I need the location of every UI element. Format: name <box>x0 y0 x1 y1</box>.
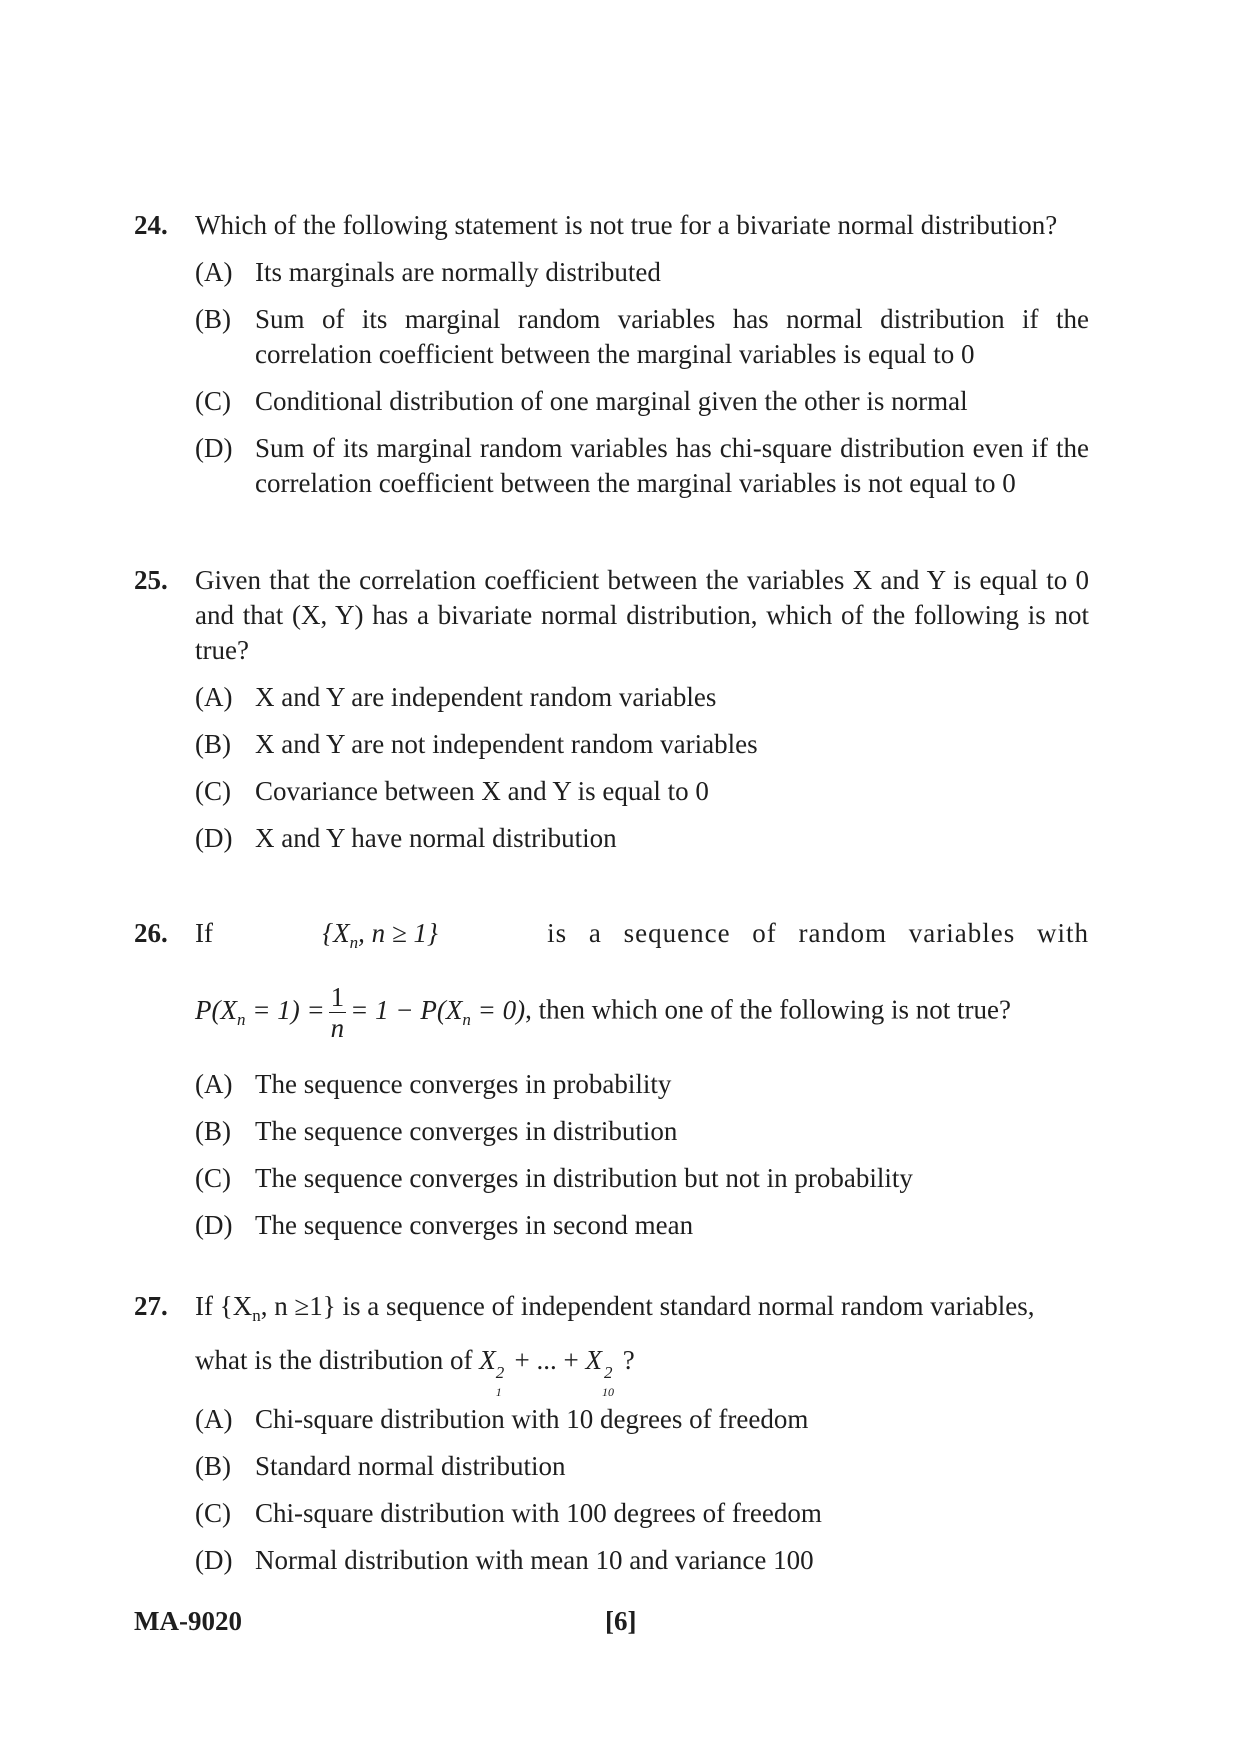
option-text: The sequence converges in second mean <box>255 1210 694 1240</box>
question-24 <box>134 208 1089 513</box>
option-d <box>134 431 1089 501</box>
option-letter: (D) <box>195 433 233 463</box>
option-text: Chi-square distribution with 10 degrees of freedom <box>255 1404 809 1434</box>
option-text: Sum of its marginal random variables has normal distribution if the correlation coefficient between the marginal variables is equal to 0 <box>255 304 1089 369</box>
option-text: Conditional distribution of one marginal given the other is normal <box>255 386 968 416</box>
option-letter: (D) <box>195 1545 233 1575</box>
option-letter: (A) <box>195 1069 233 1099</box>
option-c <box>134 1496 1089 1531</box>
option-letter: (A) <box>195 682 233 712</box>
question-number: 24. <box>134 210 168 240</box>
option-letter: (C) <box>195 776 231 806</box>
option-letter: (D) <box>195 823 233 853</box>
paper-code: MA-9020 <box>134 1606 242 1636</box>
question-text: Which of the following statement is not true for a bivariate normal distribution? <box>195 210 1058 240</box>
option-text: Its marginals are normally distributed <box>255 257 661 287</box>
sum-expression: X 2 1 + ... + X 2 10 <box>479 1345 614 1399</box>
option-d <box>134 1543 1089 1578</box>
option-text: The sequence converges in distribution <box>255 1116 678 1146</box>
option-b <box>134 302 1089 372</box>
option-d <box>134 1208 1089 1243</box>
page-number: [6] <box>605 1606 637 1636</box>
option-b <box>134 1449 1089 1484</box>
option-b <box>134 727 1089 762</box>
option-text: Standard normal distribution <box>255 1451 566 1481</box>
question-number: 26. <box>134 918 168 948</box>
question-number: 25. <box>134 565 168 595</box>
option-text: Normal distribution with mean 10 and variance 100 <box>255 1545 814 1575</box>
option-c <box>134 774 1089 809</box>
option-letter: (A) <box>195 257 233 287</box>
option-c <box>134 1161 1089 1196</box>
set-notation: {$X_n$, n ≥ 1} <box>322 918 438 952</box>
option-a <box>134 1067 1089 1102</box>
option-b <box>134 1114 1089 1149</box>
option-text: X and Y are independent random variables <box>255 682 717 712</box>
fraction: $\frac{1}{n}$ <box>330 982 345 1043</box>
option-letter: (B) <box>195 304 231 334</box>
question-text-line-2: what is the distribution of X 2 1 + ... + X 2 10 ? <box>195 1345 635 1399</box>
option-text: The sequence converges in probability <box>255 1069 672 1099</box>
question-26 <box>134 916 1089 1255</box>
option-d <box>134 821 1089 856</box>
option-letter: (B) <box>195 1116 231 1146</box>
option-letter: (C) <box>195 1498 231 1528</box>
option-text: The sequence converges in distribution but not in probability <box>255 1163 913 1193</box>
option-text: Sum of its marginal random variables has chi-square distribution even if the correlation coefficient between the marginal variables is not equal to 0 <box>255 433 1089 498</box>
option-letter: (C) <box>195 1163 231 1193</box>
option-c <box>134 384 1089 419</box>
option-a <box>134 680 1089 715</box>
question-27 <box>134 1289 1089 1590</box>
option-text: Covariance between X and Y is equal to 0 <box>255 776 709 806</box>
option-letter: (D) <box>195 1210 233 1240</box>
option-letter: (B) <box>195 729 231 759</box>
option-letter: (A) <box>195 1404 233 1434</box>
question-number: 27. <box>134 1291 168 1321</box>
question-25 <box>134 563 1089 868</box>
question-text: If {$X_n$, n ≥ 1} is a sequence of random variables with <box>195 916 1089 960</box>
question-text: Given that the correlation coefficient between the variables X and Y is equal to 0 and that (X, Y) has a bivariate normal distribution, which of the following is not true? <box>195 565 1089 665</box>
option-text: Chi-square distribution with 100 degrees of freedom <box>255 1498 822 1528</box>
option-text: X and Y have normal distribution <box>255 823 617 853</box>
option-letter: (C) <box>195 386 231 416</box>
option-a <box>134 1402 1089 1437</box>
option-a <box>134 255 1089 290</box>
option-text: X and Y are not independent random variables <box>255 729 758 759</box>
probability-formula: $P(X_n = 1)$ = <box>195 994 325 1029</box>
question-text: If {$X_n$, n ≥1} is a sequence of independent standard normal random variables, <box>195 1291 1035 1325</box>
option-letter: (B) <box>195 1451 231 1481</box>
question-formula-line: $P(X_n = 1)$ = $\frac{1}{n}$ = $1 - P(X_n = 0)$, then which one of the following is not true? <box>195 982 1011 1043</box>
